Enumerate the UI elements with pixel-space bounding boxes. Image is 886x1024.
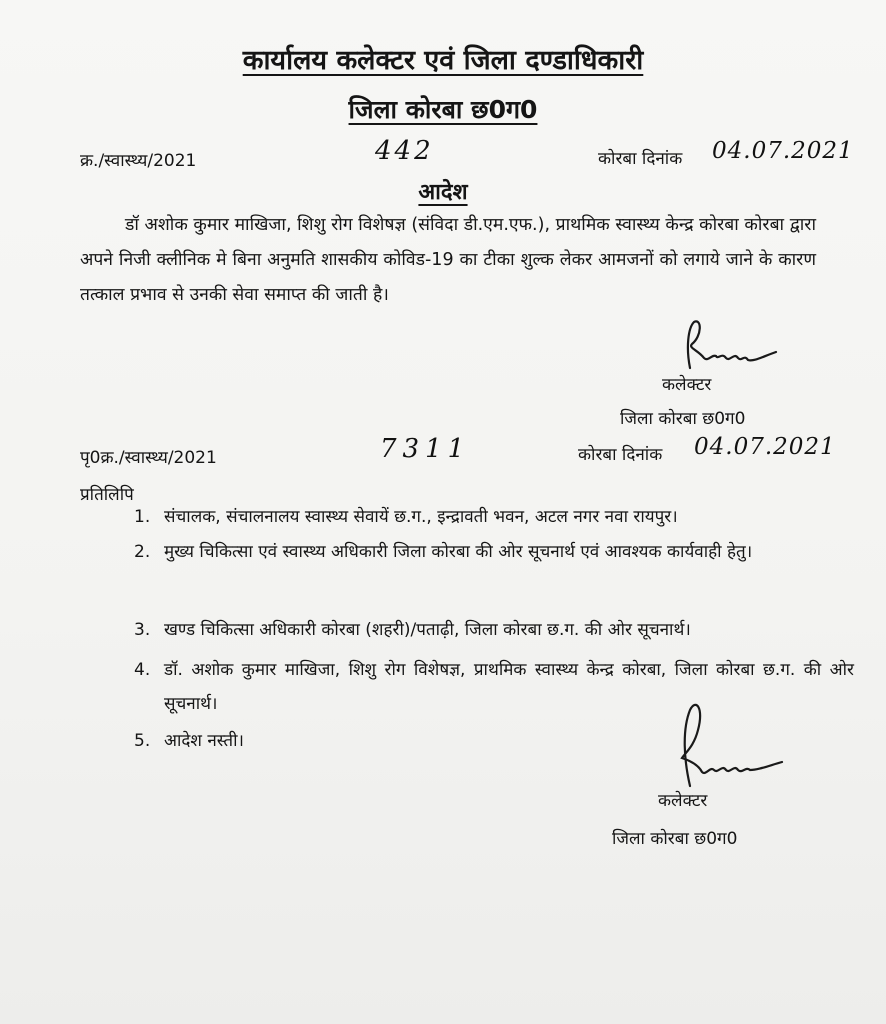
order-number-handwritten: 442 [375, 136, 434, 166]
list-item-text: मुख्य चिकित्सा एवं स्वास्थ्य अधिकारी जिला कोरबा की ओर सूचनार्थ एवं आवश्यक कार्यवाही हेतु। [164, 542, 753, 562]
order-body: डॉ अशोक कुमार माखिजा, शिशु रोग विशेषज्ञ (संविदा डी.एम.एफ.), प्राथमिक स्वास्थ्य केन्द्र कोरबा कोरबा द्वारा अपने निजी क्लीनिक मे बिना अनुमति शासकीय कोविड-19 का टीका शुल्क लेकर आमजनों को लगाये जाने के कारण तत्काल प्रभाव से उनकी सेवा समाप्त की जाती है। [80, 215, 816, 305]
collector-signature-1 [672, 318, 782, 378]
endorsement-number-handwritten: 7311 [380, 434, 471, 464]
list-item-text: खण्ड चिकित्सा अधिकारी कोरबा (शहरी)/पताढ़ी, जिला कोरबा छ.ग. की ओर सूचनार्थ। [164, 620, 691, 640]
order-date-label: कोरबा दिनांक [598, 149, 683, 169]
endorsement-date-label: कोरबा दिनांक [578, 445, 663, 465]
list-item-text: आदेश नस्ती। [164, 731, 244, 751]
list-item-text: डॉ. अशोक कुमार माखिजा, शिशु रोग विशेषज्ञ, प्राथमिक स्वास्थ्य केन्द्र कोरबा, जिला कोरबा छ.ग. की ओर सूचनार्थ। [164, 660, 854, 714]
endorsement-ref-number: पृ0क्र./स्वास्थ्य/2021 [80, 448, 217, 468]
list-item-number: 1. [134, 507, 151, 527]
list-item-number: 3. [134, 620, 151, 640]
district-title: जिला कोरबा छ0ग0 [348, 95, 538, 124]
list-item-number: 4. [134, 660, 151, 680]
list-item-number: 5. [134, 731, 151, 751]
order-date-handwritten: 04.07.2021 [712, 138, 854, 164]
signatory-title-1: कलेक्टर [662, 375, 712, 395]
copy-label: प्रतिलिपि [80, 485, 134, 505]
collector-signature-2 [668, 700, 788, 792]
list-item-number: 2. [134, 542, 151, 562]
order-heading: आदेश [418, 180, 468, 205]
endorsement-date-handwritten: 04.07.2021 [694, 434, 836, 460]
signatory-district-2: जिला कोरबा छ0ग0 [612, 829, 738, 849]
office-title: कार्यालय कलेक्टर एवं जिला दण्डाधिकारी [242, 45, 644, 76]
signatory-district-1: जिला कोरबा छ0ग0 [620, 409, 746, 429]
signatory-title-2: कलेक्टर [658, 791, 708, 811]
list-item-text: संचालक, संचालनालय स्वास्थ्य सेवायें छ.ग., इन्द्रावती भवन, अटल नगर नवा रायपुर। [164, 507, 678, 527]
order-ref-number: क्र./स्वास्थ्य/2021 [80, 151, 197, 171]
